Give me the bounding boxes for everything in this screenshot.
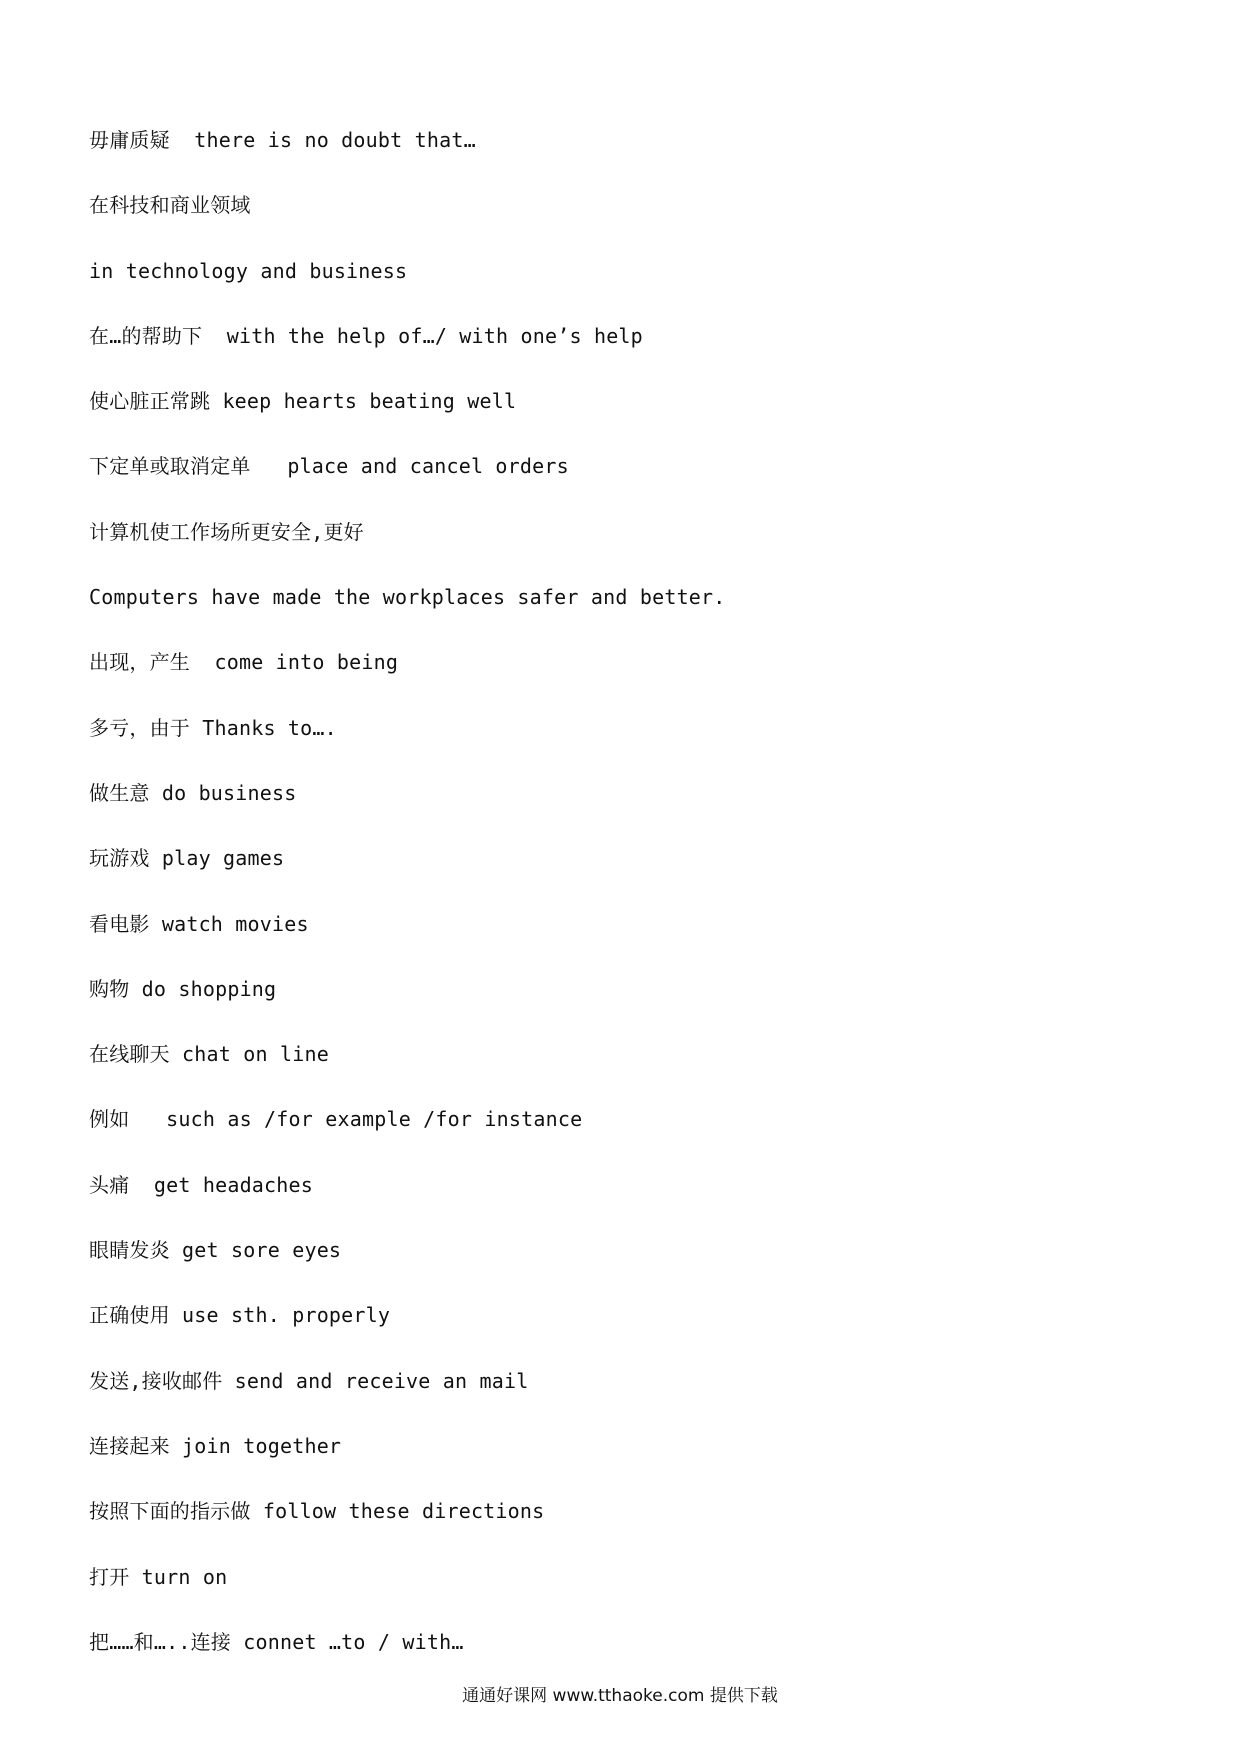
phrase-line: 毋庸质疑 there is no doubt that… [89,128,476,152]
phrase-line: 计算机使工作场所更安全,更好 [89,519,364,544]
phrase-line: 在线聊天 chat on line [89,1042,329,1067]
phrase-line: 玩游戏 play games [89,846,285,871]
phrase-line: 在科技和商业领域 [89,193,251,218]
phrase-line: 下定单或取消定单 place and cancel orders [89,454,569,479]
phrase-line: 头痛 get headaches [89,1172,314,1197]
phrase-line: 在…的帮助下 with the help of…/ with one’s help [89,323,643,348]
phrase-line: 眼睛发炎 get sore eyes [89,1238,342,1263]
page-footer: 通通好课网 www.tthaoke.com 提供下载 [462,1686,778,1706]
phrase-line: 多亏，由于 Thanks to…. [89,715,337,740]
phrase-list [89,119,726,1686]
phrase-line: 把……和…..连接 connet …to / with… [89,1629,464,1654]
phrase-line: 出现，产生 come into being [89,650,399,675]
phrase-line: 正确使用 use sth. properly [89,1303,391,1328]
phrase-line: in technology and business [89,258,408,283]
phrase-line: 做生意 do business [89,780,297,805]
phrase-line: 打开 turn on [89,1564,228,1589]
phrase-line: 按照下面的指示做 follow these directions [89,1499,545,1524]
phrase-line: Computers have made the workplaces safer and better. [89,585,726,610]
phrase-line: 使心脏正常跳 keep hearts beating well [89,389,517,414]
phrase-line: 连接起来 join together [89,1433,342,1458]
phrase-line: 发送,接收邮件 send and receive an mail [89,1368,529,1393]
phrase-line: 例如 such as /for example /for instance [89,1107,583,1132]
phrase-line: 看电影 watch movies [89,911,309,936]
phrase-line: 购物 do shopping [89,976,277,1001]
